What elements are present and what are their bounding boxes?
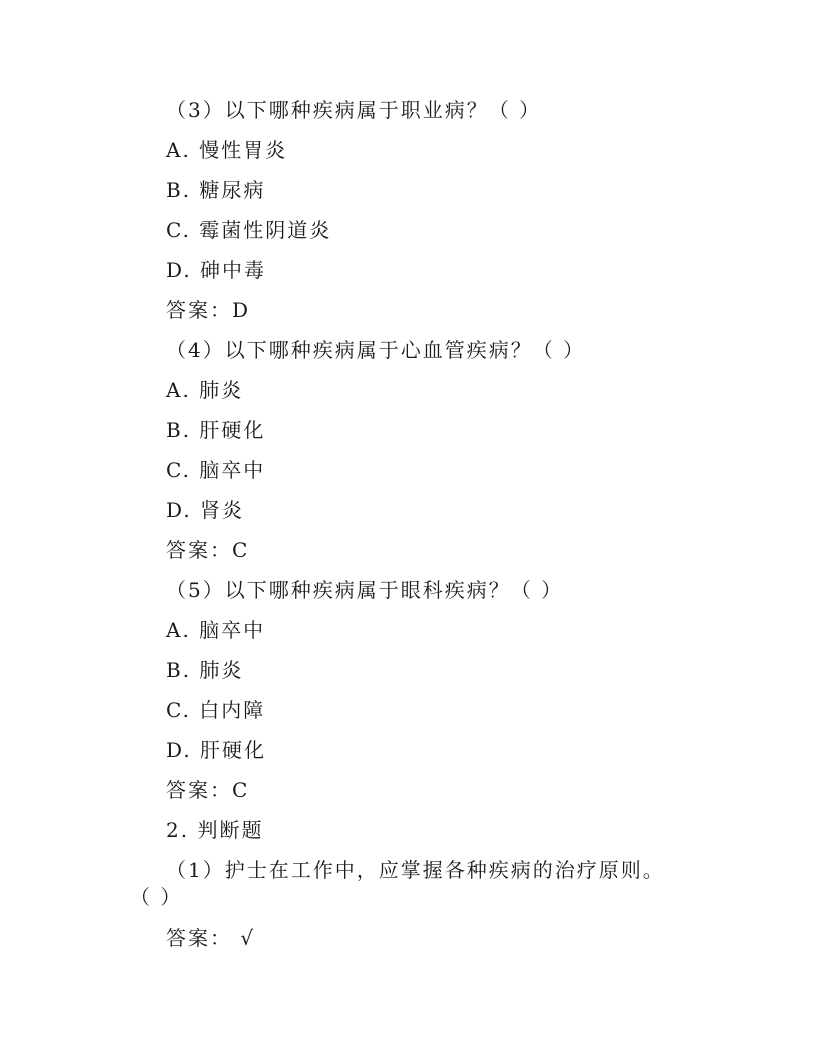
question-5-stem: （5）以下哪种疾病属于眼科疾病？（ ） <box>166 578 564 602</box>
question-4-answer: 答案：C <box>166 538 250 562</box>
question-3-option-c: C. 霉菌性阴道炎 <box>166 218 332 242</box>
judge-1-stem-line1: （1）护士在工作中，应掌握各种疾病的治疗原则。 <box>166 858 665 882</box>
question-3-option-a: A. 慢性胃炎 <box>166 138 288 162</box>
question-3-stem: （3）以下哪种疾病属于职业病？（ ） <box>166 98 542 122</box>
question-5-option-a: A. 脑卒中 <box>166 618 266 642</box>
section-2-title: 2. 判断题 <box>166 818 264 842</box>
judge-1-stem-line2: （ ） <box>130 885 183 909</box>
question-3-option-d: D. 砷中毒 <box>166 258 267 282</box>
question-4-option-d: D. 肾炎 <box>166 498 245 522</box>
question-5-option-b: B. 肺炎 <box>166 658 244 682</box>
question-5-option-d: D. 肝硬化 <box>166 738 267 762</box>
question-5-answer: 答案：C <box>166 778 250 802</box>
question-5-option-c: C. 白内障 <box>166 698 266 722</box>
judge-1-answer: 答案： √ <box>166 926 256 950</box>
question-4-stem: （4）以下哪种疾病属于心血管疾病？（ ） <box>166 338 586 362</box>
question-4-option-a: A. 肺炎 <box>166 378 244 402</box>
question-3-option-b: B. 糖尿病 <box>166 178 266 202</box>
question-3-answer: 答案：D <box>166 298 251 322</box>
question-4-option-b: B. 肝硬化 <box>166 418 266 442</box>
question-4-option-c: C. 脑卒中 <box>166 458 266 482</box>
